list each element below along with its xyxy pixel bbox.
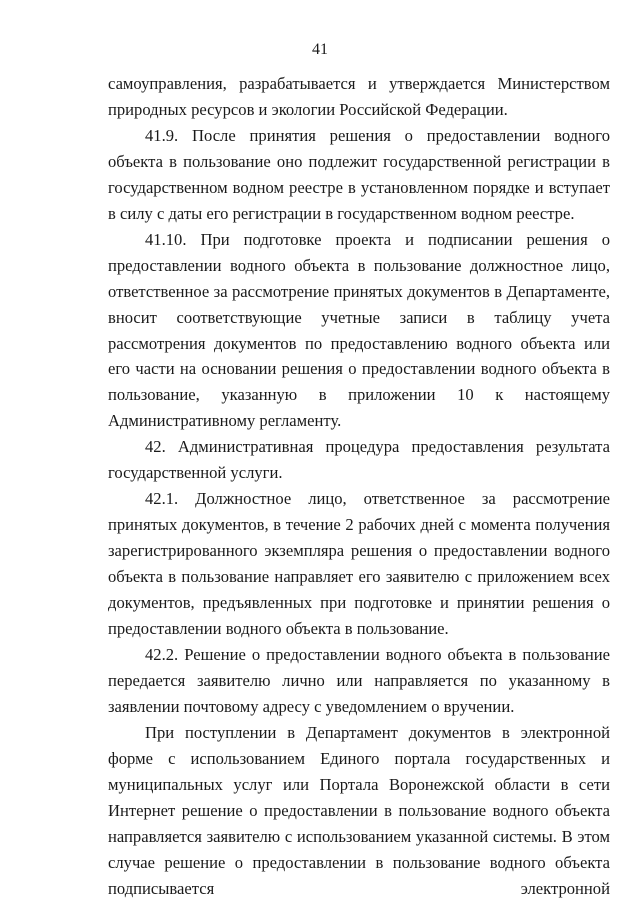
page-number: 41 — [312, 41, 328, 58]
paragraph-41-9: 41.9. После принятия решения о предоставлении водного объекта в пользование оно подлежит государственной регистрации в государственном водном реестре в установленном порядке и вступает в силу с даты его регистрации в государственном водном реестре. — [108, 125, 610, 223]
paragraph-41-10: 41.10. При подготовке проекта и подписании решения о предоставлении водного объекта в пользование должностное лицо, ответственное за рассмотрение принятых документов в Департаменте, вносит соответствующие учетные записи в таблицу учета рассмотрения документов по предоставлению водного объекта или его части на основании решения о предоставлении водного объекта в пользование, указанную в приложении 10 к настоящему Административному регламенту. — [108, 229, 610, 431]
paragraph-42-2: 42.2. Решение о предоставлении водного объекта в пользование передается заявителю лично или направляется по указанному в заявлении почтовому адресу с уведомлением о вручении. — [108, 644, 610, 716]
paragraph-electronic-submission: При поступлении в Департамент документов в электронной форме с использованием Единого портала государственных и муниципальных услуг или Портала Воронежской области в сети Интернет решение о предоставлении в пользование водного объекта направляется заявителю с использованием указанной системы. В этом случае решение о предоставлении в пользование водного объекта подписывается электронной — [108, 722, 610, 898]
document-body — [108, 71, 610, 902]
paragraph-42-1: 42.1. Должностное лицо, ответственное за рассмотрение принятых документов, в течение 2 рабочих дней с момента получения зарегистрированного экземпляра решения о предоставлении водного объекта в пользование направляет его заявителю с приложением всех документов, предъявленных при подготовке и принятии решения о предоставлении водного объекта в пользование. — [108, 489, 610, 639]
paragraph-42: 42. Административная процедура предоставления результата государственной услуги. — [108, 437, 610, 483]
paragraph-continuation: самоуправления, разрабатывается и утверждается Министерством природных ресурсов и экологии Российской Федерации. — [108, 74, 610, 119]
